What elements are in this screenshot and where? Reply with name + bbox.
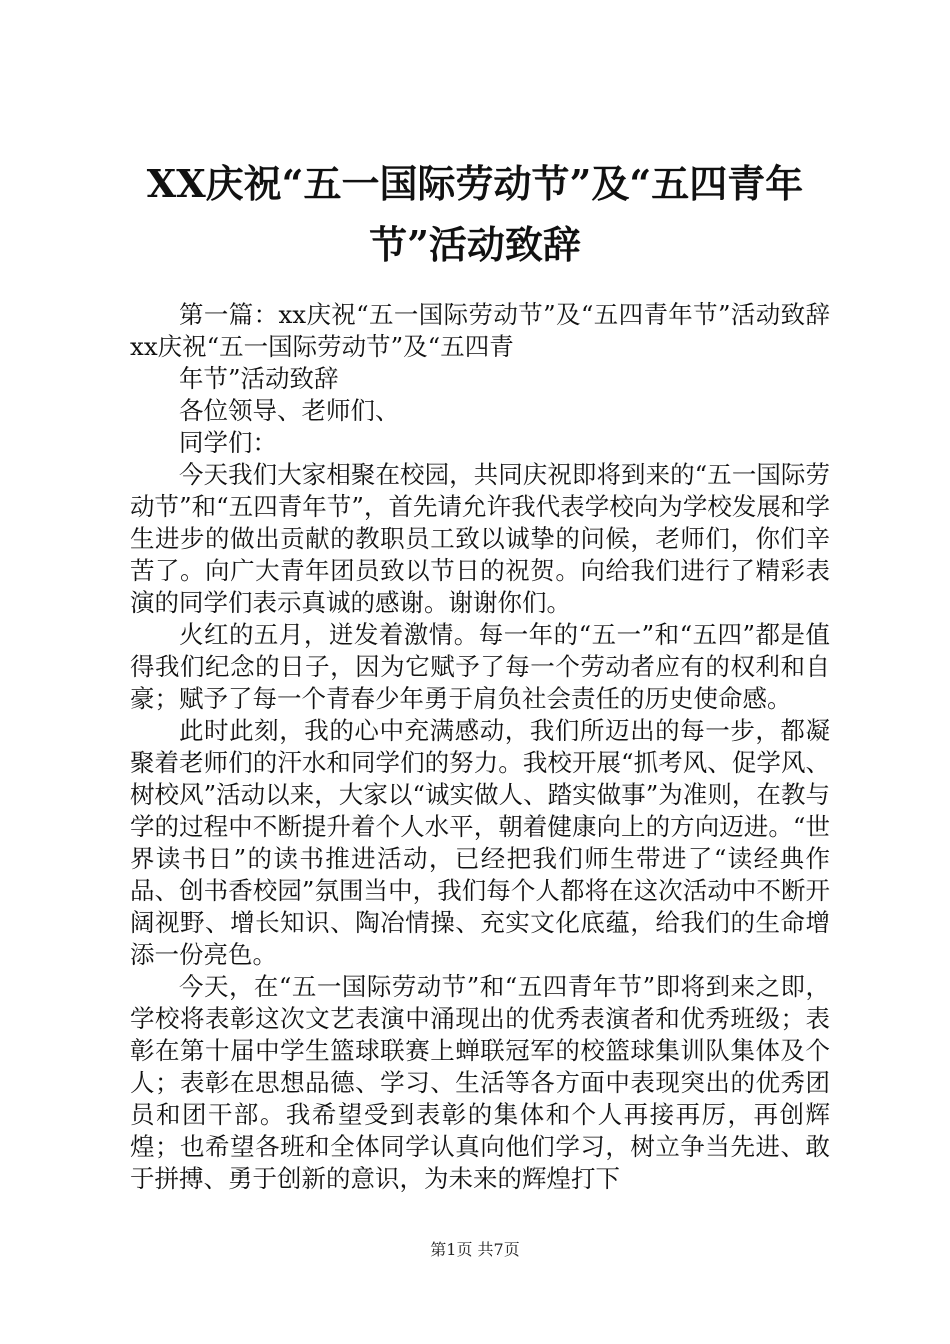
document-title-line-2: 节”活动致辞 bbox=[369, 222, 581, 267]
paragraph: 今天我们大家相聚在校园，共同庆祝即将到来的“五一国际劳动节”和“五四青年节”，首先请允许我代表学校向为学校发展和学生进步的做出贡献的教职员工致以诚挚的问候，老师们，你们辛苦了。向广大青年团员致以节日的祝贺。向给我们进行了精彩表演的同学们表示真诚的感谢。谢谢你们。 bbox=[130, 460, 830, 617]
salutation-line-1: 各位领导、老师们、 bbox=[179, 396, 400, 425]
document-body bbox=[130, 299, 830, 1195]
paragraph-heading: 第一篇：xx庆祝“五一国际劳动节”及“五四青年节”活动致辞xx庆祝“五一国际劳动节”及“五四青 bbox=[130, 300, 830, 361]
paragraph-heading-cont: 年节”活动致辞 bbox=[179, 364, 339, 393]
paragraph: 今天，在“五一国际劳动节”和“五四青年节”即将到来之即，学校将表彰这次文艺表演中涌现出的优秀表演者和优秀班级；表彰在第十届中学生篮球联赛上蝉联冠军的校篮球集训队集体及个人；表彰在思想品德、学习、生活等各方面中表现突出的优秀团员和团干部。我希望受到表彰的集体和个人再接再厉，再创辉煌；也希望各班和全体同学认真向他们学习，树立争当先进、敢于拼搏、勇于创新的意识，为未来的辉煌打下 bbox=[130, 972, 830, 1193]
page-footer: 第1页 共7页 bbox=[430, 1240, 520, 1259]
paragraph: 火红的五月，迸发着激情。每一年的“五一”和“五四”都是值得我们纪念的日子，因为它赋予了每一个劳动者应有的权利和自豪；赋予了每一个青春少年勇于肩负社会责任的历史使命感。 bbox=[130, 620, 830, 713]
salutation-line-2: 同学们： bbox=[179, 428, 277, 457]
paragraph: 此时此刻，我的心中充满感动，我们所迈出的每一步，都凝聚着老师们的汗水和同学们的努力。我校开展“抓考风、促学风、树校风”活动以来，大家以“诚实做人、踏实做事”为准则，在教与学的过程中不断提升着个人水平，朝着健康向上的方向迈进。“世界读书日”的读书推进活动，已经把我们师生带进了“读经典作品、创书香校园”氛围当中，我们每个人都将在这次活动中不断开阔视野、增长知识、陶冶情操、充实文化底蕴，给我们的生命增添一份亮色。 bbox=[130, 716, 830, 969]
document-title-line-1: XX庆祝“五一国际劳动节”及“五四青年 bbox=[146, 161, 804, 206]
